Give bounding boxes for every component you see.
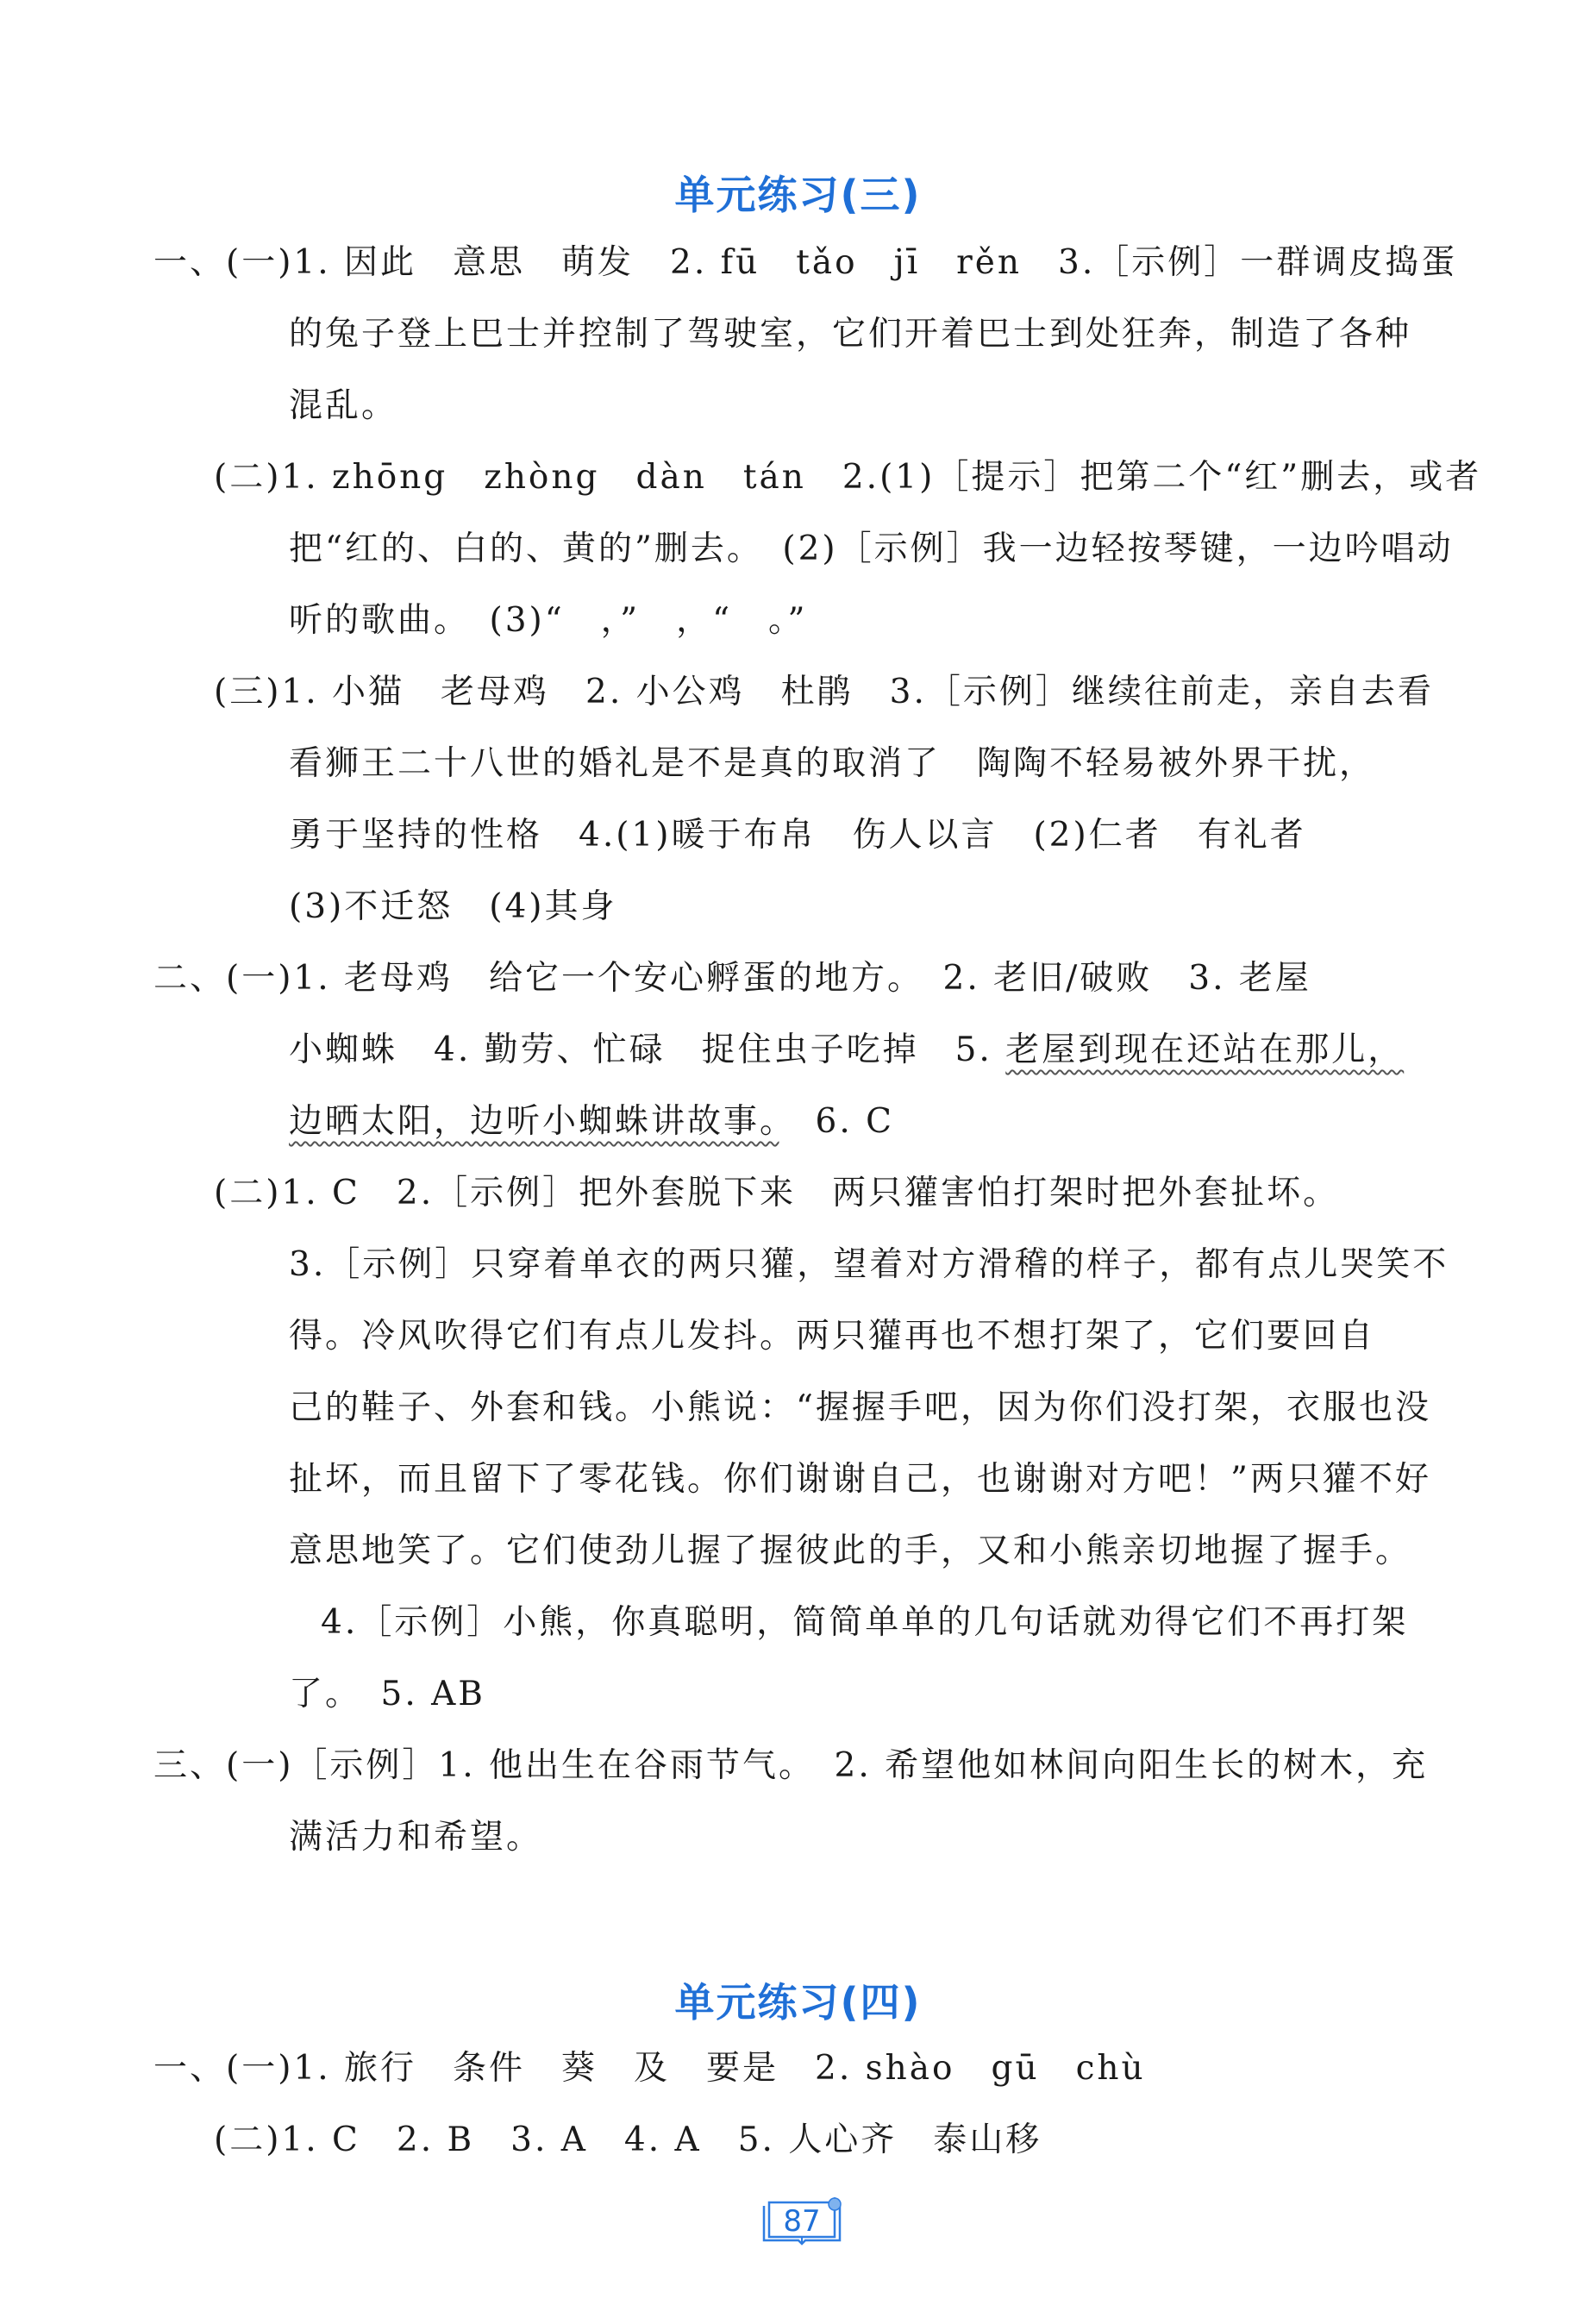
- page-number: 87: [783, 2204, 821, 2239]
- answer-text: 6. C: [779, 1102, 894, 1141]
- answer-line: (3)不迁怒 (4)其身: [289, 887, 617, 926]
- answer-line: 看狮王二十八世的婚礼是不是真的取消了 陶陶不轻易被外界干扰，: [289, 744, 1376, 783]
- answer-line: 己的鞋子、外套和钱。小熊说：“握握手吧，因为你们没打架，衣服也没: [289, 1388, 1431, 1427]
- answer-line: 勇于坚持的性格 4.(1)暖于布帛 伤人以言 (2)仁者 有礼者: [289, 816, 1306, 855]
- answer-line: [289, 1029, 1404, 1072]
- answer-line: (二)1. zhōng zhòng dàn tán 2.(1)［提示］把第二个“红”删去，或者: [214, 458, 1482, 497]
- answer-line: 三、(一)［示例］1. 他出生在谷雨节气。 2. 希望他如林间向阳生长的树木，充: [153, 1746, 1429, 1785]
- wavy-underlined-answer: 老屋到现在还站在那儿，: [1005, 1030, 1405, 1069]
- section-title-unit-3: 单元练习(三): [674, 172, 922, 218]
- answer-line: 扯坏，而且留下了零花钱。你们谢谢自己，也谢谢对方吧！”两只獾不好: [289, 1460, 1431, 1499]
- answer-line: 4.［示例］小熊，你真聪明，简简单单的几句话就劝得它们不再打架: [321, 1603, 1409, 1642]
- answer-line: 了。 5. AB: [289, 1675, 485, 1713]
- wavy-underlined-answer: 边晒太阳，边听小蜘蛛讲故事。: [289, 1102, 779, 1141]
- answer-line: (二)1. C 2. B 3. A 4. A 5. 人心齐 泰山移: [214, 2120, 1042, 2159]
- answer-line: 把“红的、白的、黄的”删去。 (2)［示例］我一边轻按琴键，一边吟唱动: [289, 529, 1454, 568]
- answer-line: 一、(一)1. 旅行 条件 葵 及 要是 2. shào gū chù: [153, 2049, 1146, 2088]
- answer-line: 得。冷风吹得它们有点儿发抖。两只獾再也不想打架了，它们要回自: [289, 1317, 1376, 1356]
- answer-line: 一、(一)1. 因此 意思 萌发 2. fū tǎo jī rěn 3.［示例］一群调皮捣蛋: [153, 243, 1458, 282]
- answer-line: 3.［示例］只穿着单衣的两只獾，望着对方滑稽的样子，都有点儿哭笑不: [289, 1245, 1449, 1284]
- section-title-unit-4: 单元练习(四): [674, 1979, 922, 2026]
- answer-line: 二、(一)1. 老母鸡 给它一个安心孵蛋的地方。 2. 老旧/破败 3. 老屋: [153, 959, 1311, 998]
- answer-line: 满活力和希望。: [289, 1818, 543, 1857]
- answer-text: 小蜘蛛 4. 勤劳、忙碌 捉住虫子吃掉 5.: [289, 1030, 1006, 1069]
- answer-line: 听的歌曲。 (3)“ ，” ，“ 。”: [289, 601, 808, 640]
- answer-line: 意思地笑了。它们使劲儿握了握彼此的手，又和小熊亲切地握了握手。: [289, 1532, 1412, 1570]
- answer-line: 混乱。: [289, 386, 398, 425]
- answer-line: (三)1. 小猫 老母鸡 2. 小公鸡 杜鹃 3.［示例］继续往前走，亲自去看: [214, 673, 1434, 711]
- answer-line: (二)1. C 2.［示例］把外套脱下来 两只獾害怕打架时把外套扯坏。: [214, 1174, 1340, 1212]
- page-number-badge: [759, 2197, 845, 2249]
- answer-line: 的兔子登上巴士并控制了驾驶室，它们开着巴士到处狂奔，制造了各种: [289, 315, 1412, 354]
- answer-line: [289, 1100, 894, 1143]
